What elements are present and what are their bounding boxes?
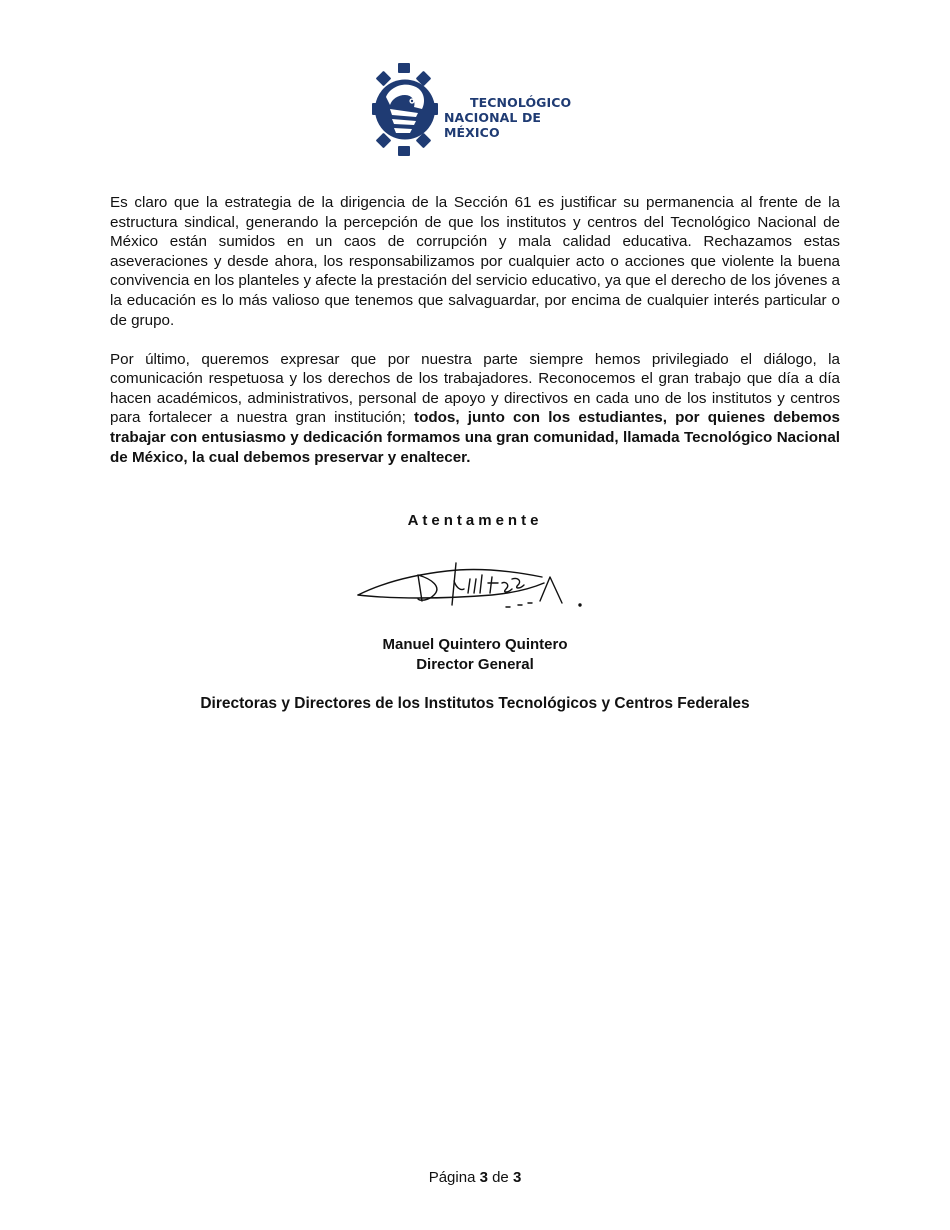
signer-block [110,635,840,675]
footer-separator: de [487,1169,513,1186]
footer-current-page: 3 [479,1169,488,1186]
paragraph-2-regular-text: Por último, queremos expresar que por nuestra parte siempre hemos privilegiado el diálogo, la comunicación respetuosa y los derechos de los trabajadores. Reconocemos el gran trabajo que día a día hacen académicos, administrativos, personal de apoyo y directivos en cada uno de los institutos y centros para fortalecer a nuestra gran institución; [110,350,840,427]
handwritten-signature [352,553,588,615]
paragraph-1: Es claro que la estrategia de la dirigencia de la Sección 61 es justificar su permanencia al frente de la estructura sindical, generando la percepción de que los institutos y centros del Tecnológico Nacional de México están sumidos en un caos de corrupción y mala calidad educativa. Rechazamos estas aseveraciones y desde ahora, los responsabilizamos por cualquier acto o acciones que violente la buena convivencia en los planteles y afecte la prestación del servicio educativo, ya que el derecho de los jóvenes a la educación es lo más valioso que tenemos que salvaguardar, por encima de cualquier interés particular o de grupo. [110,194,840,329]
logo-line-2: NACIONAL DE MÉXICO [444,110,542,140]
footer-total-pages: 3 [512,1169,522,1186]
letter-body [110,193,840,487]
institution-logo [372,63,582,158]
addressees-line: Directoras y Directores de los Institutos Tecnológicos y Centros Federales [200,695,750,712]
signer-title: Director General [416,656,534,673]
footer-prefix: Página [428,1169,480,1186]
logo-wordmark [444,95,582,140]
page-number-footer [0,1169,950,1186]
paragraph-2 [110,350,840,468]
tecnm-emblem-icon [372,63,438,156]
closing-salutation: Atentamente [407,512,543,529]
paragraph-2-bold-text: todos, junto con los estudiantes, por quienes debemos trabajar con entusiasmo y dedicación formamos una gran comunidad, llamada Tecnológico Nacional de México, la cual debemos preservar y enaltecer. [110,409,840,466]
signer-name: Manuel Quintero Quintero [382,636,568,653]
logo-line-1: TECNOLÓGICO [470,95,572,110]
